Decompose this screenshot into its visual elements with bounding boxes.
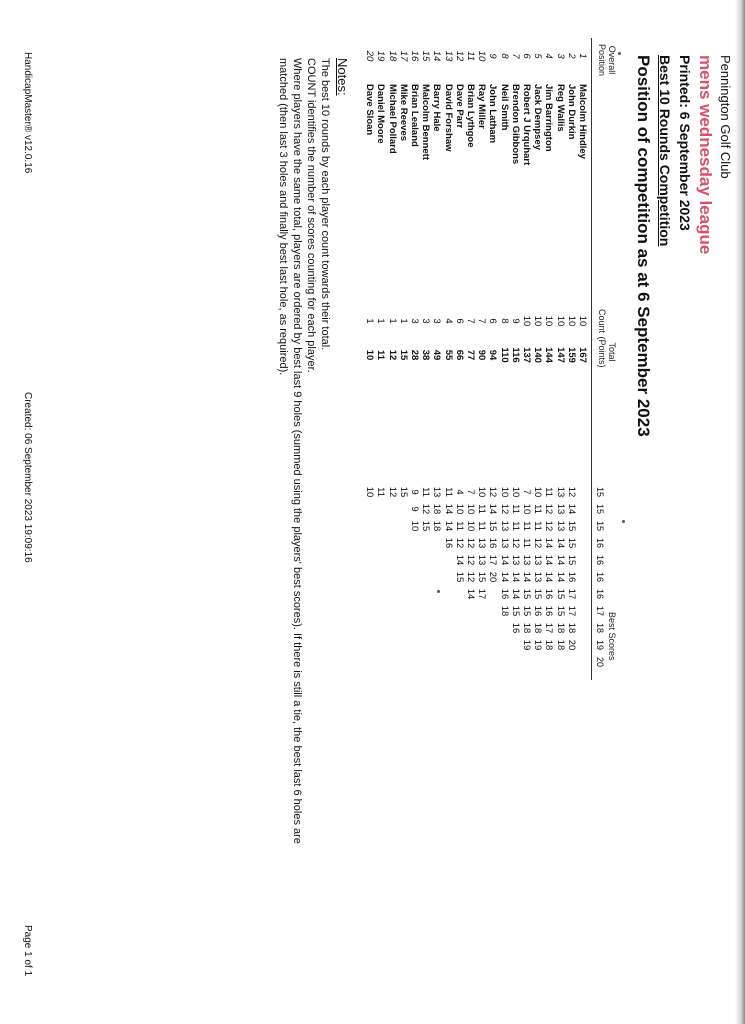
player-name-cell: Barry Hale [431,84,443,132]
best-score-cell: 17 [565,605,577,617]
best-score-cell: 15 [554,588,566,600]
count-cell: 10 [532,315,544,327]
count-cell: 6 [487,318,499,324]
best-score-cell: 18 [498,605,510,617]
best-score-cell: 14 [509,588,521,600]
total-points-cell: 28 [409,349,420,361]
best-score-cell: 12 [465,554,476,566]
best-score-cell: 13 [554,503,566,515]
score-column-header: 15 [595,486,605,497]
best-score-cell: 12 [498,503,510,515]
table-row [543,0,554,1000]
best-score-cell: 16 [442,537,454,549]
count-cell: 4 [442,318,454,324]
best-score-cell: 14 [543,571,555,583]
position-cell: 1 [577,53,588,59]
best-score-cell: 11 [532,504,544,514]
note-line-2: COUNT identifies the number of scores counting for each player. [305,58,317,373]
score-column-header: 15 [595,520,605,531]
count-cell: 9 [509,318,521,324]
best-score-cell: 18 [431,503,443,515]
best-score-cell: 16 [509,622,521,634]
table-row [555,0,566,1000]
best-score-cell: 13 [431,486,443,498]
best-score-cell: 14 [453,554,465,566]
table-row [398,0,409,1000]
best-score-cell: 14 [543,554,555,566]
best-score-cell: 14 [498,571,510,583]
table-row [577,0,588,1000]
total-points-cell: 10 [364,349,376,361]
best-score-cell: 17 [487,554,499,566]
total-points-cell: 15 [397,349,409,361]
best-score-cell: 10 [521,503,532,515]
table-row [476,0,487,1000]
count-cell: 10 [554,315,566,327]
header-total [597,332,617,372]
position-cell: 9 [487,53,499,59]
position-cell: 13 [442,50,454,62]
best-score-cell: 11 [532,521,544,531]
best-score-cell: 11 [543,487,555,497]
count-cell: 10 [565,315,577,327]
table-row [420,0,431,1000]
table-row [532,0,543,1000]
total-points-cell: 167 [577,347,588,363]
count-cell: 6 [453,318,465,324]
score-column-header: 16 [595,554,605,565]
table-row [566,0,577,1000]
best-score-cell: 19 [521,639,532,651]
best-score-cell: 13 [498,537,510,549]
best-score-cell: 13 [554,520,566,532]
best-score-cell: 10 [453,503,465,515]
best-score-cell: 10 [498,486,510,498]
best-score-cell: 12 [543,503,555,515]
best-score-cell: 15 [565,554,577,566]
note-line-3: Where players have the same total, players are ordered by best last 9 holes (summed using the players' best scores). If there is still a tie, the best last 6 holes are [291,58,303,844]
best-score-cell: 14 [487,503,499,515]
league-name: mens wednesday league [696,55,715,255]
total-points-cell: 144 [543,347,555,363]
best-score-cell: 14 [442,520,454,532]
player-name-cell: John Durkin [565,84,577,140]
best-score-cell: 15 [509,605,521,617]
position-cell: 12 [453,50,465,62]
position-cell: 10 [476,50,488,62]
table-row [487,0,498,1000]
count-cell: 7 [476,318,488,324]
best-score-cell: 12 [465,571,476,583]
best-score-cell: 14 [565,503,577,515]
position-title: Position of competition as at 6 September 2023 [634,55,653,437]
player-name-cell: Mike Reeves [397,84,409,142]
header-overall-position [597,40,617,80]
best-score-cell: 10 [364,486,376,498]
best-score-cell: 18 [543,639,555,651]
best-score-cell: 13 [554,486,566,498]
player-name-cell: David Forshaw [442,84,454,152]
total-points-cell: 66 [453,349,465,361]
best-score-cell: 12 [386,486,398,498]
best-score-cell: 7 [465,489,476,495]
player-name-cell: Neil Smith [498,84,510,131]
player-name-cell: Malcolm Bennett [420,84,432,161]
best-score-cell: 13 [476,554,488,566]
best-score-cell: 15 [521,605,532,617]
count-cell: 10 [577,315,588,327]
total-points-cell: 159 [565,347,577,363]
best-score-cell: 12 [420,503,432,515]
footer-page: Page 1 of 1 [22,925,33,977]
best-score-cell: 20 [565,639,577,651]
best-score-cell: 14 [554,571,566,583]
best-score-cell: 11 [509,521,521,531]
best-score-cell: 15 [420,520,432,532]
scan-speck [622,520,625,523]
best-score-cell: 16 [565,571,577,583]
best-score-cell: 16 [543,588,555,600]
best-score-cell: 12 [453,537,465,549]
total-points-cell: 11 [375,349,387,361]
best-score-cell: 17 [476,588,488,600]
note-line-4: matched (then last 3 holes and finally best last hole, as required). [277,58,289,376]
best-score-cell: 14 [498,554,510,566]
best-score-cell: 15 [565,520,577,532]
best-score-cell: 9 [409,506,420,512]
player-name-cell: Reg Wallis [554,84,566,132]
best-score-cell: 14 [509,571,521,583]
best-score-cell: 11 [420,487,432,497]
best-score-cell: 10 [476,486,488,498]
best-score-cell: 16 [487,537,499,549]
position-cell: 4 [543,53,555,59]
total-points-cell: 12 [386,349,398,361]
best-score-cell: 11 [476,504,488,514]
best-score-cell: 13 [521,554,532,566]
best-score-cell: 17 [543,622,555,634]
notes-heading: Notes: [335,58,350,96]
total-points-cell: 110 [498,347,510,363]
total-points-cell: 116 [509,347,521,363]
count-cell: 1 [397,318,409,324]
best-score-cell: 16 [498,588,510,600]
header-count: Count [597,308,607,334]
best-score-cell: 12 [532,537,544,549]
best-score-cell: 11 [476,521,488,531]
count-cell: 1 [364,318,376,324]
position-cell: 18 [386,50,398,62]
total-points-cell: 55 [442,349,454,361]
best-score-cell: 18 [554,639,566,651]
best-score-cell: 12 [543,520,555,532]
best-score-cell: 12 [487,486,499,498]
position-cell: 2 [565,53,577,59]
table-row [521,0,532,1000]
best-score-cell: 16 [532,605,544,617]
best-score-cell: 18 [565,622,577,634]
best-score-cell: 15 [453,571,465,583]
best-score-cell: 12 [509,537,521,549]
best-score-cell: 14 [465,588,476,600]
best-score-cell: 10 [465,503,476,515]
best-score-cell: 13 [532,554,544,566]
player-name-cell: Michael Pollard [386,84,398,154]
player-name-cell: Dave Sloan [364,84,376,136]
best-score-cell: 14 [554,537,566,549]
table-row [431,0,442,1000]
best-score-cell: 7 [521,489,532,495]
best-score-cell: 18 [554,622,566,634]
best-score-cell: 10 [465,520,476,532]
best-score-cell: 15 [532,588,544,600]
best-score-cell: 13 [476,537,488,549]
best-score-cell: 10 [532,486,544,498]
best-score-cell: 14 [521,571,532,583]
best-score-cell: 11 [521,538,532,548]
best-score-cell: 11 [375,487,387,497]
table-row [443,0,454,1000]
position-cell: 20 [364,50,376,62]
position-cell: 5 [532,53,544,59]
player-name-cell: Brian Lythgoe [465,84,476,148]
table-row [375,0,386,1000]
position-cell: 11 [465,51,476,61]
total-points-cell: 140 [532,347,544,363]
position-cell: 15 [420,50,432,62]
count-cell: 3 [409,318,420,324]
player-name-cell: John Latham [487,84,499,144]
best-score-cell: 10 [509,486,521,498]
player-name-cell: Malcolm Hindley [577,84,588,159]
best-score-cell: 15 [397,486,409,498]
best-score-cell: 14 [543,537,555,549]
footer-created: Created: 06 September 2023 19:09:16 [22,392,33,563]
note-line-1: The best 10 rounds by each player count towards their total. [319,58,331,351]
header-overall-line2: Position [597,43,607,77]
header-best-scores: Best Scores [607,612,617,661]
best-score-cell: 18 [532,622,544,634]
best-score-cell: 13 [532,571,544,583]
best-score-cell: 18 [431,520,443,532]
total-points-cell: 49 [431,349,443,361]
total-points-cell: 137 [521,347,532,363]
total-points-cell: 77 [465,349,476,361]
count-cell: 10 [521,315,532,327]
best-score-cell: 11 [509,504,521,514]
best-score-cell: 4 [453,489,465,495]
count-cell: 8 [498,318,510,324]
header-total-line1: Total [607,342,617,362]
table-row [454,0,465,1000]
best-score-cell: 15 [476,571,488,583]
total-points-cell: 90 [476,349,488,361]
best-score-cell: 18 [521,622,532,634]
scan-speck [618,52,621,55]
total-points-cell: 147 [554,347,566,363]
score-column-header: 18 [595,622,605,633]
player-name-cell: Brendon Gibbons [509,84,521,165]
competition-name: Best 10 Rounds Competition [657,55,673,247]
player-name-cell: Ray Miller [476,84,488,129]
position-cell: 14 [431,50,443,62]
player-name-cell: Robert J Urquhart [521,84,532,166]
best-score-cell: 15 [487,520,499,532]
total-points-cell: 38 [420,349,432,361]
best-score-cell: 15 [554,605,566,617]
position-cell: 7 [509,53,521,59]
table-row [510,0,521,1000]
count-cell: 3 [420,318,432,324]
best-score-cell: 14 [554,554,566,566]
count-cell: 3 [431,318,443,324]
player-name-cell: Jack Dempsey [532,84,544,151]
position-cell: 17 [397,50,409,62]
header-overall-line1: Overall [607,45,617,75]
player-name-cell: Jim Barrington [543,84,555,152]
count-cell: 1 [386,318,398,324]
table-row [465,0,476,1000]
table-row [387,0,398,1000]
score-column-header: 15 [595,503,605,514]
position-cell: 3 [554,53,566,59]
position-cell: 19 [375,50,387,62]
scan-speck [437,590,440,593]
printed-date: Printed: 6 September 2023 [677,55,693,231]
best-score-cell: 11 [453,521,465,531]
best-score-cell: 11 [442,487,454,497]
position-cell: 6 [521,53,532,59]
table-row [409,0,420,1000]
count-cell: 10 [543,315,555,327]
player-name-cell: Daniel Moore [375,84,387,144]
score-column-header: 16 [595,537,605,548]
best-score-cell: 11 [521,521,532,531]
best-score-cell: 19 [532,639,544,651]
score-column-header: 17 [595,605,605,616]
best-score-cell: 14 [442,503,454,515]
best-score-cell: 12 [565,486,577,498]
best-score-cell: 13 [498,520,510,532]
count-cell: 7 [465,318,476,324]
table-row [364,0,375,1000]
best-score-cell: 10 [409,520,420,532]
best-score-cell: 12 [465,537,476,549]
best-score-cell: 17 [565,588,577,600]
best-score-cell: 20 [487,571,499,583]
score-column-header: 16 [595,571,605,582]
position-cell: 8 [498,53,510,59]
best-score-cell: 13 [509,554,521,566]
best-score-cell: 15 [565,537,577,549]
header-divider [591,38,592,680]
score-column-header: 16 [595,588,605,599]
total-points-cell: 94 [487,349,499,361]
score-column-header: 20 [595,656,605,667]
best-score-cell: 9 [409,489,420,495]
count-cell: 1 [375,318,387,324]
club-name: Pennington Golf Club [718,55,733,179]
score-column-header: 19 [595,639,605,650]
footer-software: HandicapMaster® v12.0.16 [22,52,33,174]
player-name-cell: Dave Parr [453,84,465,129]
header-total-line2: (Points) [597,336,607,368]
table-row [499,0,510,1000]
best-score-cell: 15 [521,588,532,600]
position-cell: 16 [409,50,420,62]
best-score-cell: 16 [543,605,555,617]
player-name-cell: Brian Lealand [409,84,420,147]
